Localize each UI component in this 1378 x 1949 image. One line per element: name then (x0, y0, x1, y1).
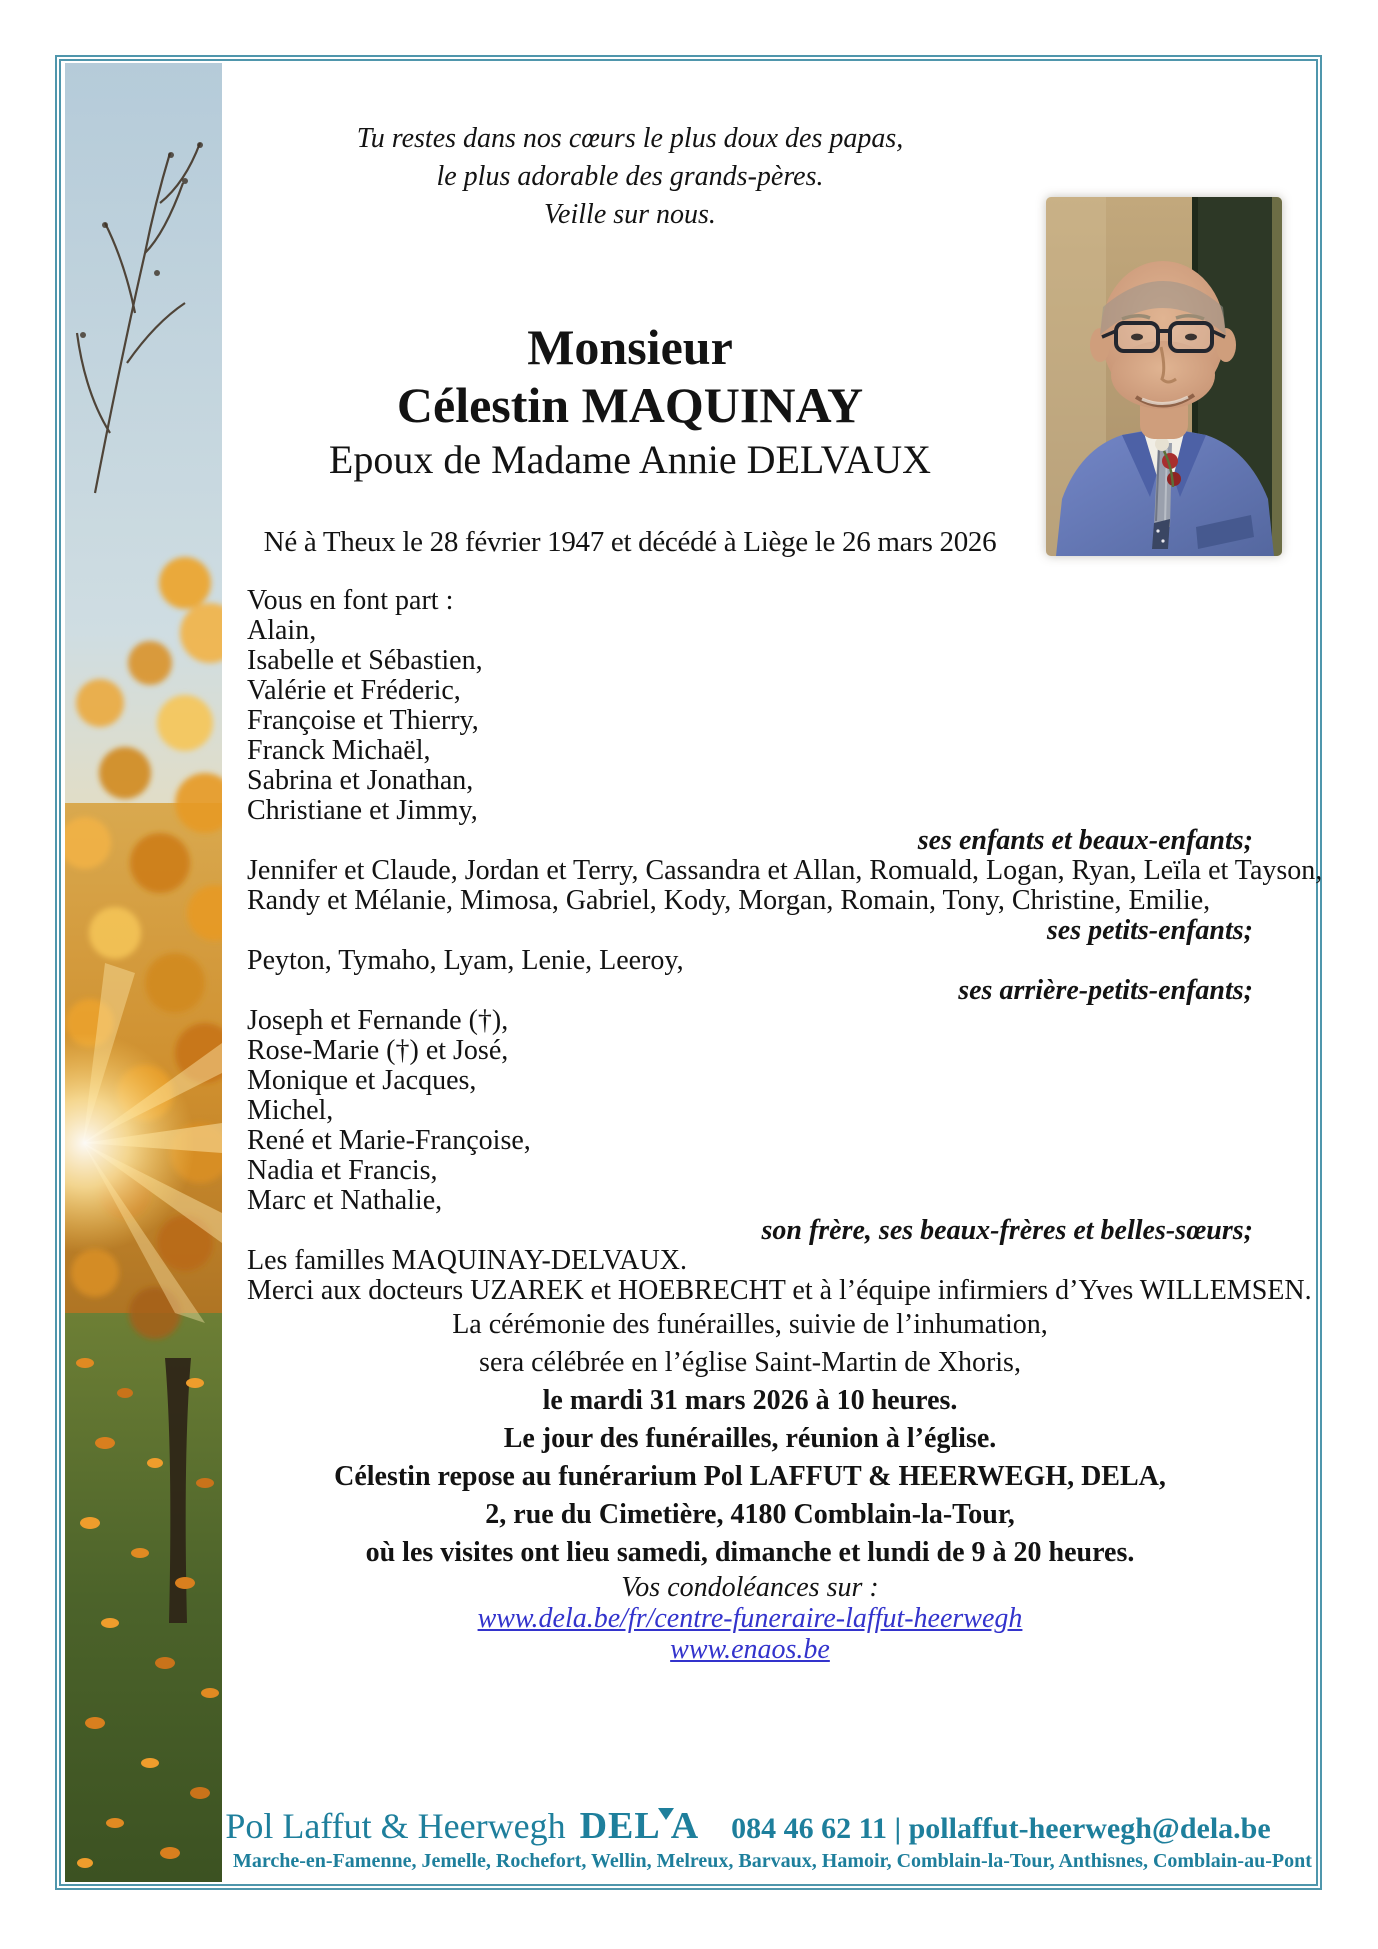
portrait-photo (1046, 197, 1282, 556)
siblings-line: Nadia et Francis, (247, 1155, 438, 1186)
children-line: Alain, (247, 615, 317, 646)
quote-line-2: le plus adorable des grands-pères. (436, 161, 824, 192)
children-list (247, 616, 1253, 826)
great-grandchildren-line: Peyton, Tymaho, Lyam, Lenie, Leeroy, (247, 945, 684, 976)
ceremony-date-line: le mardi 31 mars 2026 à 10 heures. (542, 1385, 958, 1416)
siblings-line: Joseph et Fernande (†), (247, 1005, 509, 1036)
grandchildren-line: Jennifer et Claude, Jordan et Terry, Cassandra et Allan, Romuald, Logan, Ryan, Leïla et Tayson, (247, 855, 1323, 886)
grandchildren-label: ses petits-enfants; (1046, 915, 1253, 946)
great-grandchildren-label: ses arrière-petits-enfants; (958, 975, 1253, 1006)
children-line: Valérie et Fréderic, (247, 675, 461, 706)
spouse-line: Epoux de Madame Annie DELVAUX (328, 437, 932, 482)
siblings-line: Marc et Nathalie, (247, 1185, 443, 1216)
thanks-line: Merci aux docteurs UZAREK et HOEBRECHT et à l’équipe infirmiers d’Yves WILLEMSEN. (247, 1275, 1312, 1306)
children-label: ses enfants et beaux-enfants; (917, 825, 1253, 856)
title-block (233, 318, 1027, 486)
dela-brand (580, 1804, 700, 1848)
siblings-line: Michel, (247, 1095, 334, 1126)
grandchildren-list (247, 855, 1323, 916)
announcement-body (247, 585, 1323, 1665)
families-line: Les familles MAQUINAY-DELVAUX. (247, 1245, 687, 1276)
funeral-home-logo-line (225, 1804, 1271, 1848)
siblings-label: son frère, ses beaux-frères et belles-sœurs; (761, 1215, 1253, 1246)
siblings-line: Monique et Jacques, (247, 1065, 477, 1096)
announcement-intro: Vous en font part : (247, 585, 454, 616)
repose-block (247, 1458, 1253, 1572)
children-line: Isabelle et Sébastien, (247, 645, 483, 676)
repose-line-3: où les visites ont lieu samedi, dimanche et lundi de 9 à 20 heures. (365, 1537, 1135, 1568)
quote-line-3: Veille sur nous. (544, 199, 716, 230)
ceremony-line-1: La cérémonie des funérailles, suivie de l’inhumation, (452, 1309, 1048, 1340)
siblings-line: Rose-Marie (†) et José, (247, 1035, 509, 1066)
autumn-strip-image (65, 63, 222, 1882)
condolences-intro: Vos condoléances sur : (621, 1572, 879, 1603)
ceremony-block (247, 1306, 1253, 1420)
dela-brand-suffix: A (670, 1805, 700, 1847)
branch-towns-line: Marche-en-Famenne, Jemelle, Rochefort, Wellin, Melreux, Barvaux, Hamoir, Comblain-la-Tour, Anthisnes, Comblain-au-Pont (233, 1850, 1312, 1872)
ceremony-line-2: sera célébrée en l’église Saint-Martin de Xhoris, (479, 1347, 1021, 1378)
quote-line-1: Tu restes dans nos cœurs le plus doux des papas, (356, 123, 904, 154)
repose-line-1: Célestin repose au funérarium Pol LAFFUT & HEERWEGH, DELA, (334, 1461, 1166, 1492)
phone-email-line: 084 46 62 11 | pollaffut-heerwegh@dela.be (731, 1812, 1271, 1845)
repose-line-2: 2, rue du Cimetière, 4180 Comblain-la-Tour, (485, 1499, 1015, 1530)
siblings-list (247, 1006, 1253, 1216)
title-prefix: Monsieur (527, 319, 733, 375)
children-line: Christiane et Jimmy, (247, 795, 478, 826)
deceased-name: Célestin MAQUINAY (396, 377, 864, 433)
funeral-home-name: Pol Laffut & Heerwegh (225, 1806, 566, 1846)
children-line: Sabrina et Jonathan, (247, 765, 474, 796)
grandchildren-line: Randy et Mélanie, Mimosa, Gabriel, Kody, Morgan, Romain, Tony, Christine, Emilie, (247, 885, 1211, 916)
condolences-link-enaos[interactable]: www.enaos.be (670, 1634, 830, 1665)
children-line: Françoise et Thierry, (247, 705, 479, 736)
opening-quote (233, 120, 1027, 234)
condolences-link-dela[interactable]: www.dela.be/fr/centre-funeraire-laffut-heerwegh (477, 1603, 1023, 1634)
dela-brand-prefix: DEL (579, 1805, 661, 1847)
birth-death-line: Né à Theux le 28 février 1947 et décédé à Liège le 26 mars 2026 (263, 526, 997, 558)
reunion-line: Le jour des funérailles, réunion à l’église. (503, 1423, 997, 1454)
condolences-block (247, 1572, 1253, 1665)
children-line: Franck Michaël, (247, 735, 431, 766)
dela-triangle-icon (658, 1808, 674, 1820)
siblings-line: René et Marie-Françoise, (247, 1125, 531, 1156)
